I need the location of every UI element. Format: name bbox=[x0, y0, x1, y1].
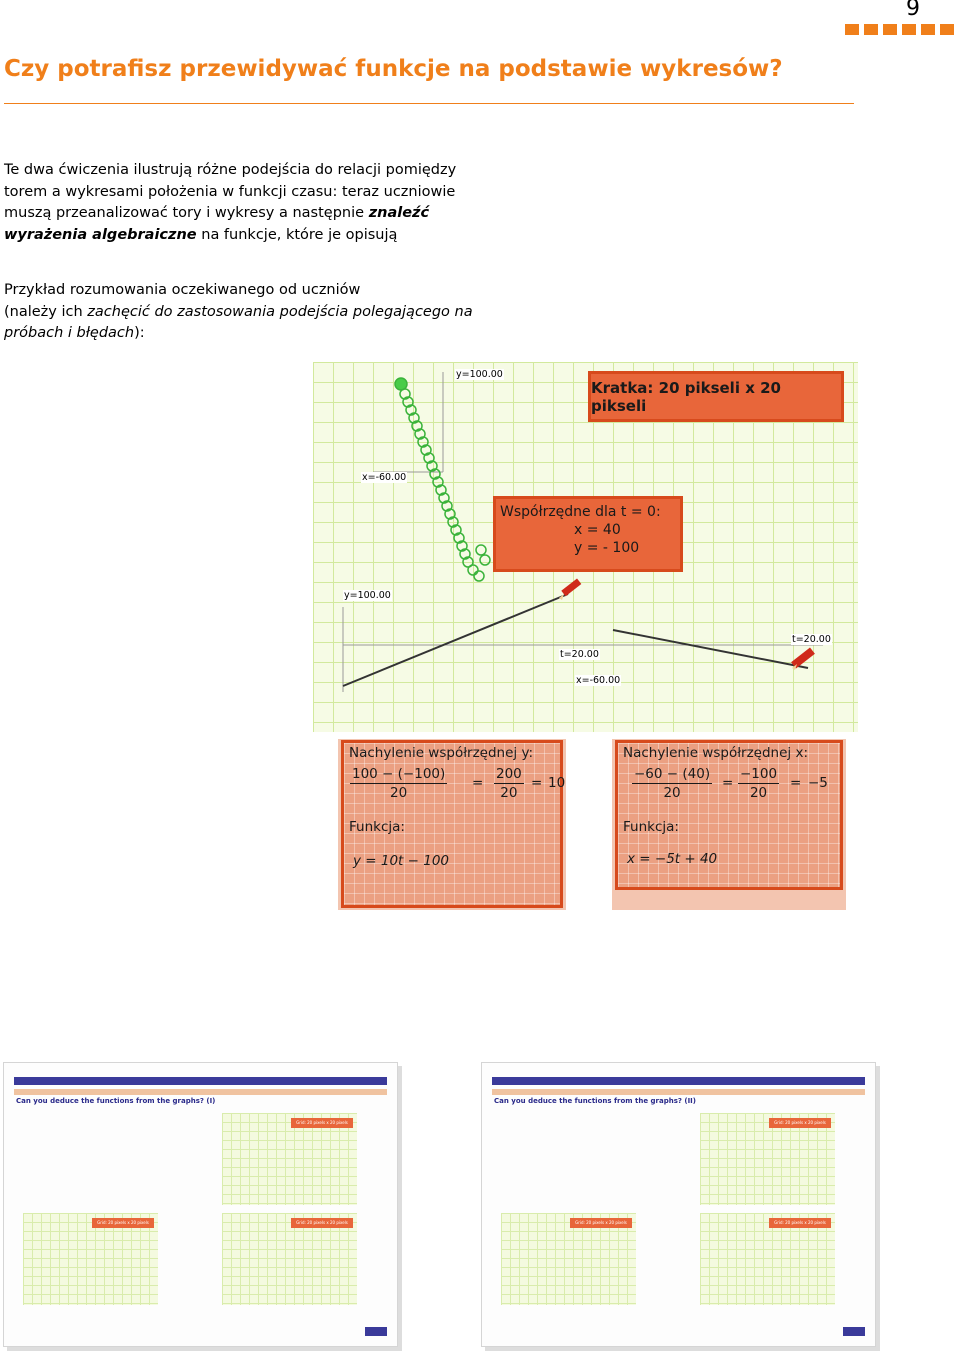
slope-x-result: −5 bbox=[808, 775, 828, 791]
label-t-right: t=20.00 bbox=[792, 634, 831, 645]
thumb-grid bbox=[222, 1113, 357, 1205]
thumb-grid-label: Grid: 20 pixels x 20 pixels bbox=[570, 1218, 632, 1228]
label-x-left: x=-60.00 bbox=[362, 472, 407, 483]
coords-x: x = 40 bbox=[574, 522, 621, 538]
example-paragraph bbox=[4, 280, 484, 345]
header-decoration bbox=[845, 24, 954, 35]
intro-text-end: na funkcje, które je opisują bbox=[196, 226, 398, 243]
worksheet-thumbnail-1 bbox=[3, 1062, 398, 1347]
slope-y-eq1: = bbox=[472, 775, 484, 791]
slope-x-func-label: Funkcja: bbox=[623, 819, 679, 835]
thumb-grid bbox=[700, 1213, 835, 1305]
thumb-grid bbox=[222, 1213, 357, 1305]
grid-scale-box bbox=[588, 371, 844, 422]
slope-y-box bbox=[341, 740, 566, 908]
x-graph-line bbox=[613, 630, 808, 668]
slope-y-function: y = 10t − 100 bbox=[353, 853, 450, 869]
thumb-grid bbox=[501, 1213, 636, 1305]
slope-y-func-label: Funkcja: bbox=[349, 819, 405, 835]
title-underline bbox=[4, 103, 854, 104]
thumb-subheader-bar bbox=[492, 1089, 865, 1095]
grid-scale-text: Kratka: 20 pikseli x 20 pikseli bbox=[591, 378, 781, 415]
intro-text: Te dwa ćwiczenia ilustrują różne podejścia do relacji pomiędzy torem a wykresami położenia w funkcji czasu: teraz uczniowie muszą przeanalizować tory i wykresy a następnie bbox=[4, 162, 457, 221]
pencil-icon-1 bbox=[559, 578, 581, 600]
slope-y-fraction-1: 100 − (−100) 20 bbox=[352, 766, 446, 801]
coords-box bbox=[493, 496, 683, 572]
thumb-grid bbox=[700, 1113, 835, 1205]
thumb-header-bar bbox=[14, 1077, 387, 1085]
intro-paragraph bbox=[4, 160, 484, 246]
slope-x-eq2: = bbox=[790, 775, 802, 791]
thumb-footer bbox=[365, 1327, 387, 1336]
reasoning-figure bbox=[313, 362, 858, 910]
thumb-footer bbox=[843, 1327, 865, 1336]
thumb-grid-label: Grid: 20 pixels x 20 pixels bbox=[291, 1218, 353, 1228]
slope-y-title: Nachylenie współrzędnej y: bbox=[349, 745, 534, 761]
slope-x-function: x = −5t + 40 bbox=[627, 851, 718, 867]
thumb-heading: Can you deduce the functions from the graphs? (II) bbox=[494, 1097, 696, 1105]
intro-emphasis: znaleźć wyrażenia algebraiczne bbox=[4, 205, 430, 243]
thumb-grid-label: Grid: 20 pixels x 20 pixels bbox=[291, 1118, 353, 1128]
example-pre: (należy ich bbox=[4, 303, 88, 320]
thumb-grid bbox=[23, 1213, 158, 1305]
coords-y: y = - 100 bbox=[574, 540, 640, 556]
slope-x-box bbox=[615, 740, 843, 890]
worksheet-thumbnail-2 bbox=[481, 1062, 876, 1347]
y-graph-line bbox=[343, 594, 568, 686]
thumb-heading: Can you deduce the functions from the graphs? (I) bbox=[16, 1097, 216, 1105]
page-title: Czy potrafisz przewidywać funkcje na podstawie wykresów? bbox=[4, 56, 783, 82]
slope-x-fraction-1: −60 − (40) 20 bbox=[634, 766, 711, 801]
slope-x-fraction-2: −100 20 bbox=[740, 766, 778, 801]
coords-title: Współrzędne dla t = 0: bbox=[500, 504, 661, 520]
slope-y-eq2: = bbox=[531, 775, 543, 791]
example-post: ): bbox=[134, 325, 145, 341]
thumb-subheader-bar bbox=[14, 1089, 387, 1095]
thumb-grid-label: Grid: 20 pixels x 20 pixels bbox=[769, 1218, 831, 1228]
slope-x-title: Nachylenie współrzędnej x: bbox=[623, 745, 808, 761]
page-number: 9 bbox=[906, 0, 920, 21]
slope-x-eq1: = bbox=[722, 775, 734, 791]
slope-y-fraction-2: 200 20 bbox=[496, 766, 522, 801]
label-t-mid: t=20.00 bbox=[560, 649, 599, 660]
label-y-top: y=100.00 bbox=[456, 369, 503, 380]
label-y-graph: y=100.00 bbox=[344, 590, 391, 601]
example-line: Przykład rozumowania oczekiwanego od uczniów bbox=[4, 282, 361, 298]
thumb-grid-label: Grid: 20 pixels x 20 pixels bbox=[769, 1118, 831, 1128]
example-italic: zachęcić do zastosowania podejścia polegającego na próbach i błędach bbox=[4, 303, 473, 341]
thumb-grid-label: Grid: 20 pixels x 20 pixels bbox=[92, 1218, 154, 1228]
slope-y-result: 10 bbox=[548, 775, 566, 791]
label-x-graph: x=-60.00 bbox=[576, 675, 621, 686]
thumb-header-bar bbox=[492, 1077, 865, 1085]
